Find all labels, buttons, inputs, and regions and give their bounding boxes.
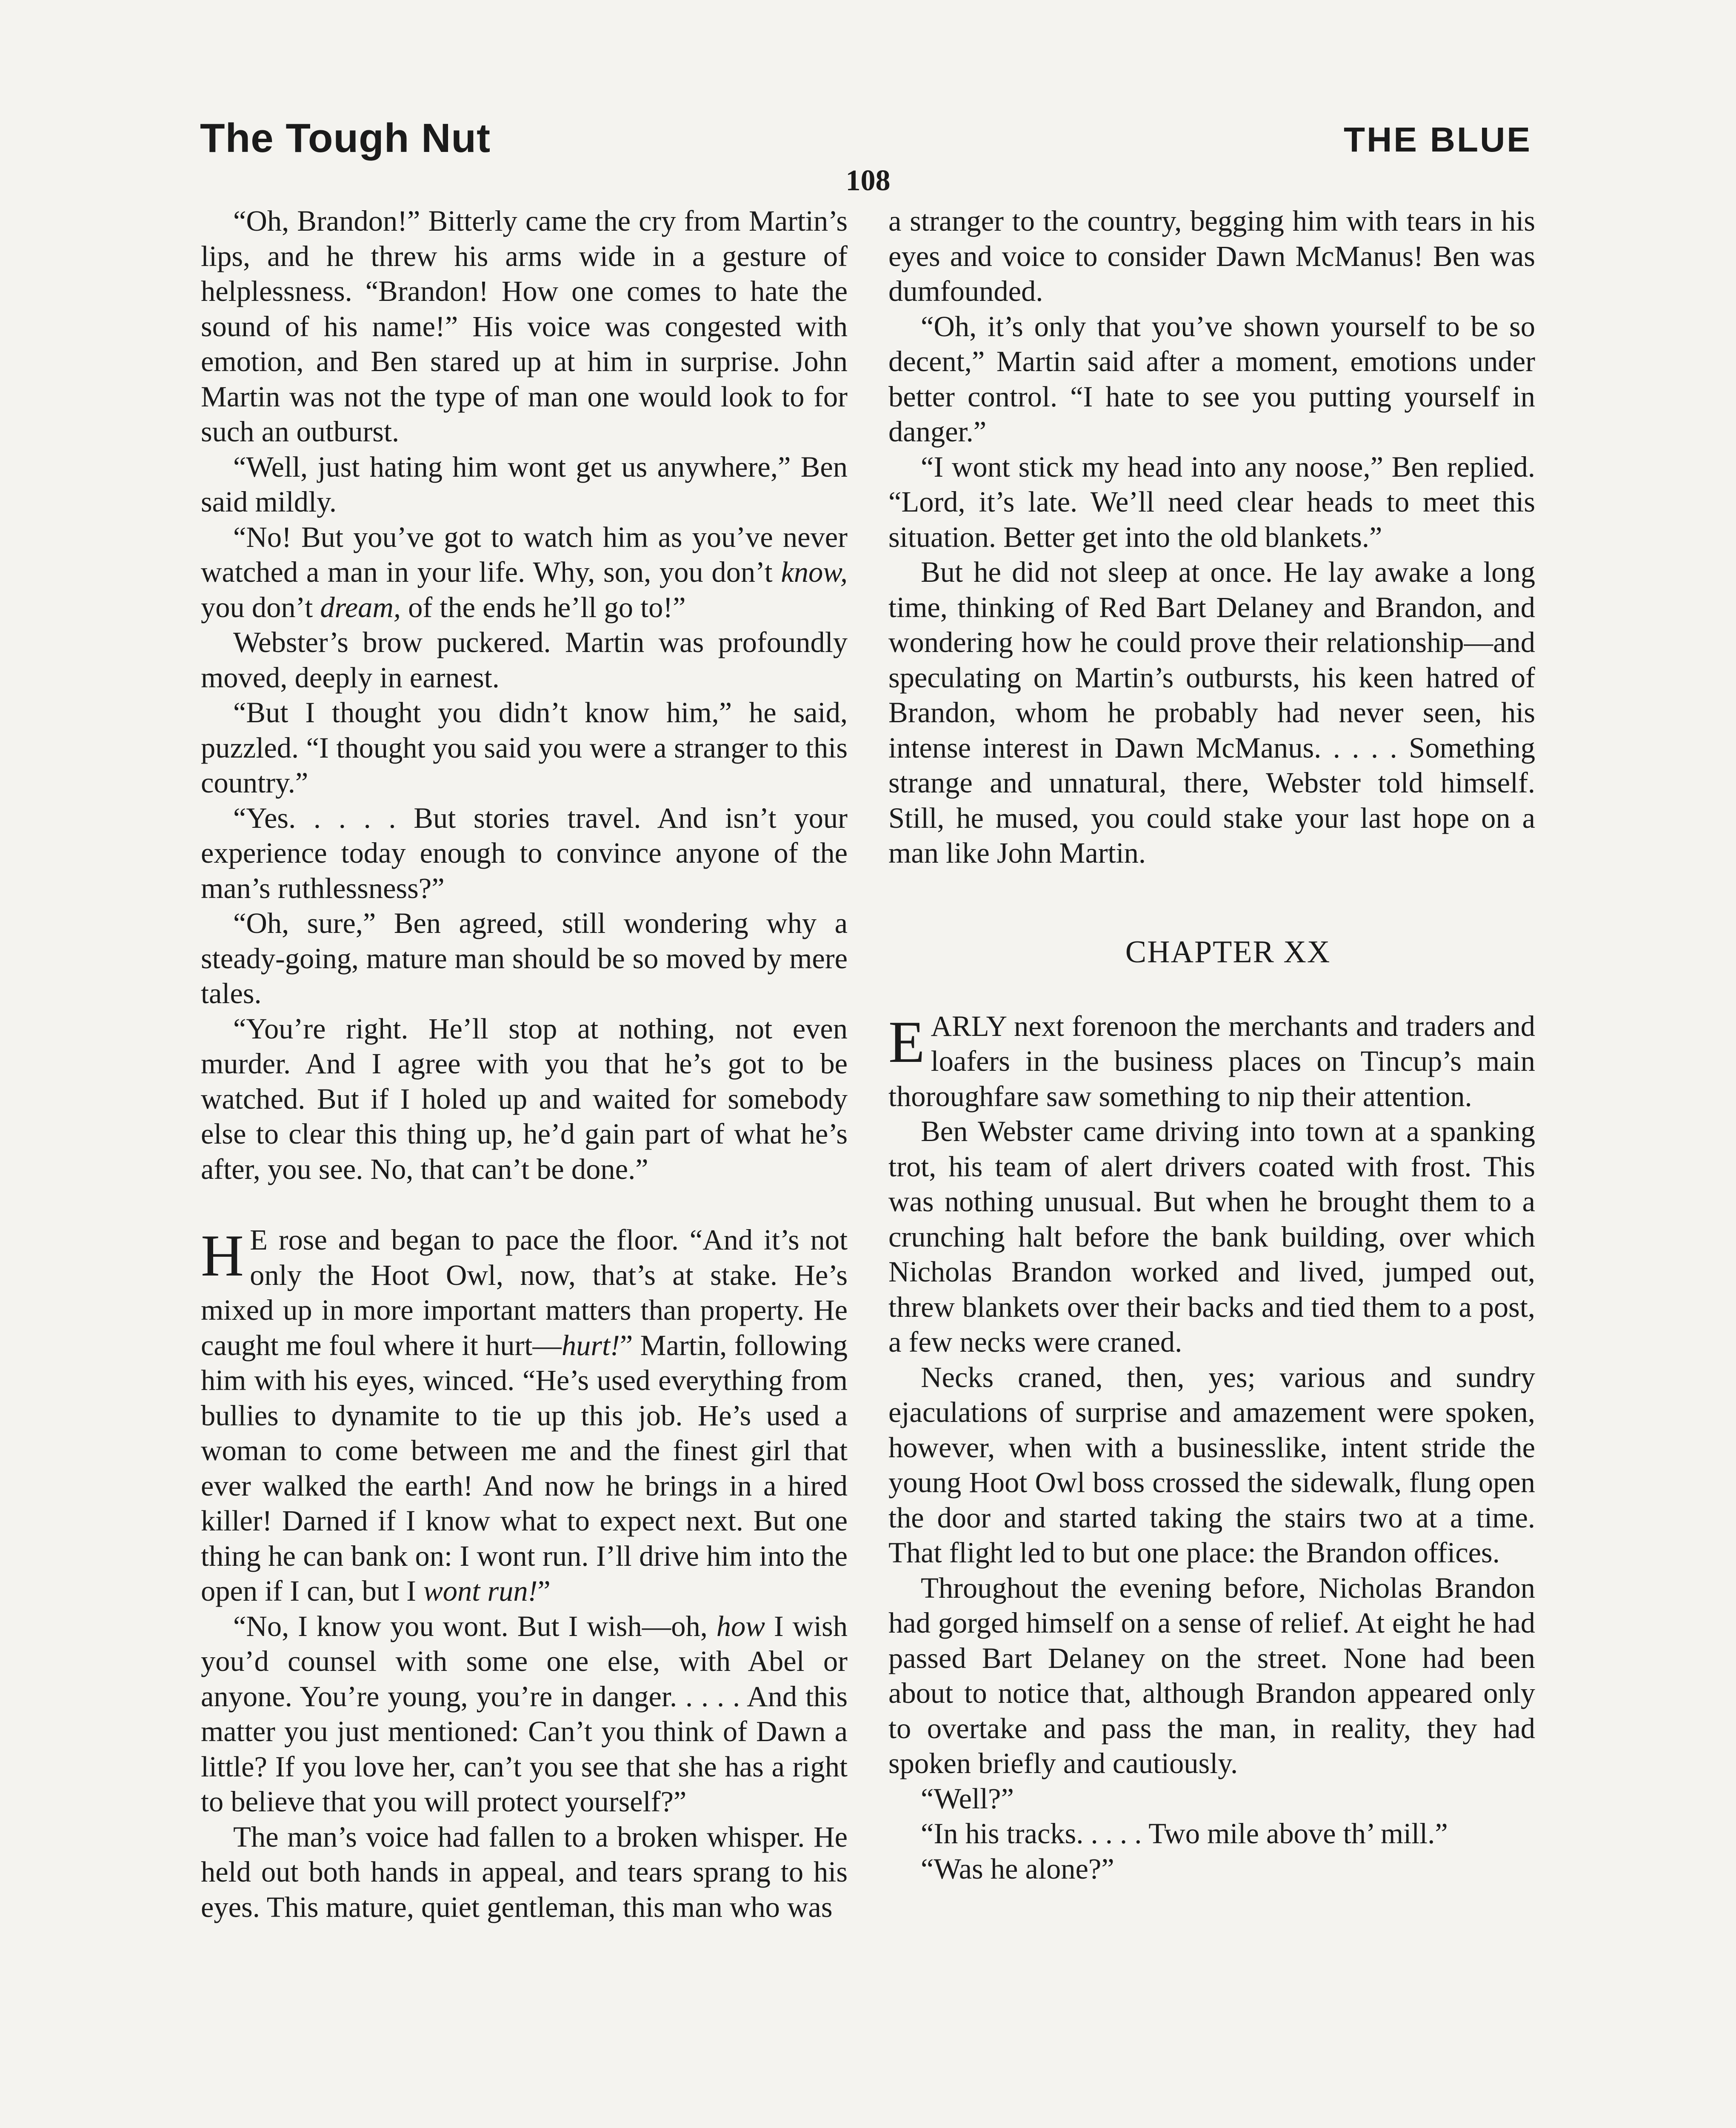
paragraph: “No, I know you wont. But I wish—oh, how I wish you’d counsel with some one else, with Abel or anyone. You’re young, you’re in danger. . . . . And this matter you just mentioned: Can’t you think of Dawn a little? If you love her, can’t you see that she has a right to believe that you will protect yourself?” (201, 1610, 848, 1818)
drop-cap: H (201, 1223, 244, 1289)
magazine-title-header: THE BLUE (1344, 120, 1532, 159)
paragraph: “Well, just hating him wont get us anywhere,” Ben said mildly. (201, 450, 848, 518)
chapter-heading: CHAPTER XX (1125, 934, 1331, 970)
paragraph: “Oh, it’s only that you’ve shown yourself to be so decent,” Martin said after a moment, emotions under better control. “I hate to see you putting yourself in danger.” (888, 310, 1535, 448)
paragraph-dropcap: EARLY next forenoon the merchants and traders and loafers in the business places on Tincup’s main thoroughfare saw something to nip their attention. (888, 1009, 1535, 1113)
paragraph: Webster’s brow puckered. Martin was profoundly moved, deeply in earnest. (201, 626, 848, 694)
section-break (201, 1187, 848, 1222)
paragraph: “Oh, Brandon!” Bitterly came the cry from Martin’s lips, and he threw his arms wide in a gesture of helplessness. “Brandon! How one comes to hate the sound of his name!” His voice was congested with emotion, and Ben stared up at him in surprise. John Martin was not the type of man one would look to for such an outburst. (201, 205, 848, 448)
paragraph: The man’s voice had fallen to a broken whisper. He held out both hands in appeal, and tears sprang to his eyes. This mature, quiet gentleman, this man who was (201, 1820, 848, 1923)
paragraph: But he did not sleep at once. He lay awake a long time, thinking of Red Bart Delaney and Brandon, and wondering how he could prove their relationship—and speculating on Martin’s outbursts, his keen hatred of Brandon, whom he probably had never seen, his intense interest in Dawn McManus. . . . . Something strange and unnatural, there, Webster told himself. Still, he mused, you could stake your last hope on a man like John Martin. (888, 556, 1535, 869)
paragraph: “I wont stick my head into any noose,” Ben replied. “Lord, it’s late. We’ll need clear heads to meet this situation. Better get into the old blankets.” (888, 450, 1535, 553)
story-title-header: The Tough Nut (200, 115, 491, 161)
paragraph: Ben Webster came driving into town at a spanking trot, his team of alert drivers coated with frost. This was nothing unusual. But when he brought them to a crunching halt before the bank building, over which Nicholas Brandon worked and lived, jumped out, threw blankets over their backs and tied them to a post, a few necks were craned. (888, 1115, 1535, 1358)
paragraph: “Was he alone?” (921, 1852, 1114, 1885)
section-break (888, 871, 1535, 935)
paragraph: “But I thought you didn’t know him,” he said, puzzled. “I thought you said you were a stranger to this country.” (201, 696, 848, 799)
left-column (201, 203, 848, 1925)
paragraph-dropcap: H E rose and began to pace the floor. “And it’s not only the Hoot Owl, now, that’s at stake. He’s mixed up in more important matters than property. He caught me foul where it hurt—hurt!” Martin, following him with his eyes, winced. “He’s used everything from bullies to dynamite to tie up this job. He’s used a woman to come between me and the finest girl that ever walked the earth! And now he brings in a hired killer! Darned if I know what to expect next. But one thing he can bank on: I wont run. I’ll drive him into the open if I can, but I wont run!” (201, 1223, 848, 1607)
paragraph: “Oh, sure,” Ben agreed, still wondering why a steady-going, mature man should be so moved by mere tales. (201, 907, 848, 1010)
paragraph: Throughout the evening before, Nicholas Brandon had gorged himself on a sense of relief. At eight he had passed Bart Delaney on the street. None had been about to notice that, although Brandon appeared only to overtake and pass the man, in reality, they had spoken briefly and cautiously. (888, 1571, 1535, 1779)
paragraph: Necks craned, then, yes; various and sundry ejaculations of surprise and amazement were spoken, however, when with a businesslike, intent stride the young Hoot Owl boss crossed the sidewalk, flung open the door and started taking the stairs two at a time. That flight led to but one place: the Brandon offices. (888, 1361, 1535, 1569)
page-number: 108 (845, 164, 891, 197)
right-column (888, 203, 1535, 1886)
section-break (888, 970, 1535, 1009)
paragraph: a stranger to the country, begging him with tears in his eyes and voice to consider Dawn McManus! Ben was dumfounded. (888, 205, 1535, 307)
paragraph: “In his tracks. . . . . Two mile above th’ mill.” (921, 1817, 1448, 1850)
drop-cap: E (888, 1009, 925, 1075)
paragraph: “No! But you’ve got to watch him as you’ve never watched a man in your life. Why, son, you don’t know, you don’t dream, of the ends he’ll go to!” (201, 521, 848, 624)
paragraph: “You’re right. He’ll stop at nothing, not even murder. And I agree with you that he’s got to be watched. But if I holed up and waited for somebody else to clear this thing up, he’d gain part of what he’s after, you see. No, that can’t be done.” (201, 1012, 848, 1185)
paragraph: “Well?” (921, 1782, 1014, 1815)
paragraph: “Yes. . . . . But stories travel. And isn’t your experience today enough to convince anyone of the man’s ruthlessness?” (201, 801, 848, 904)
